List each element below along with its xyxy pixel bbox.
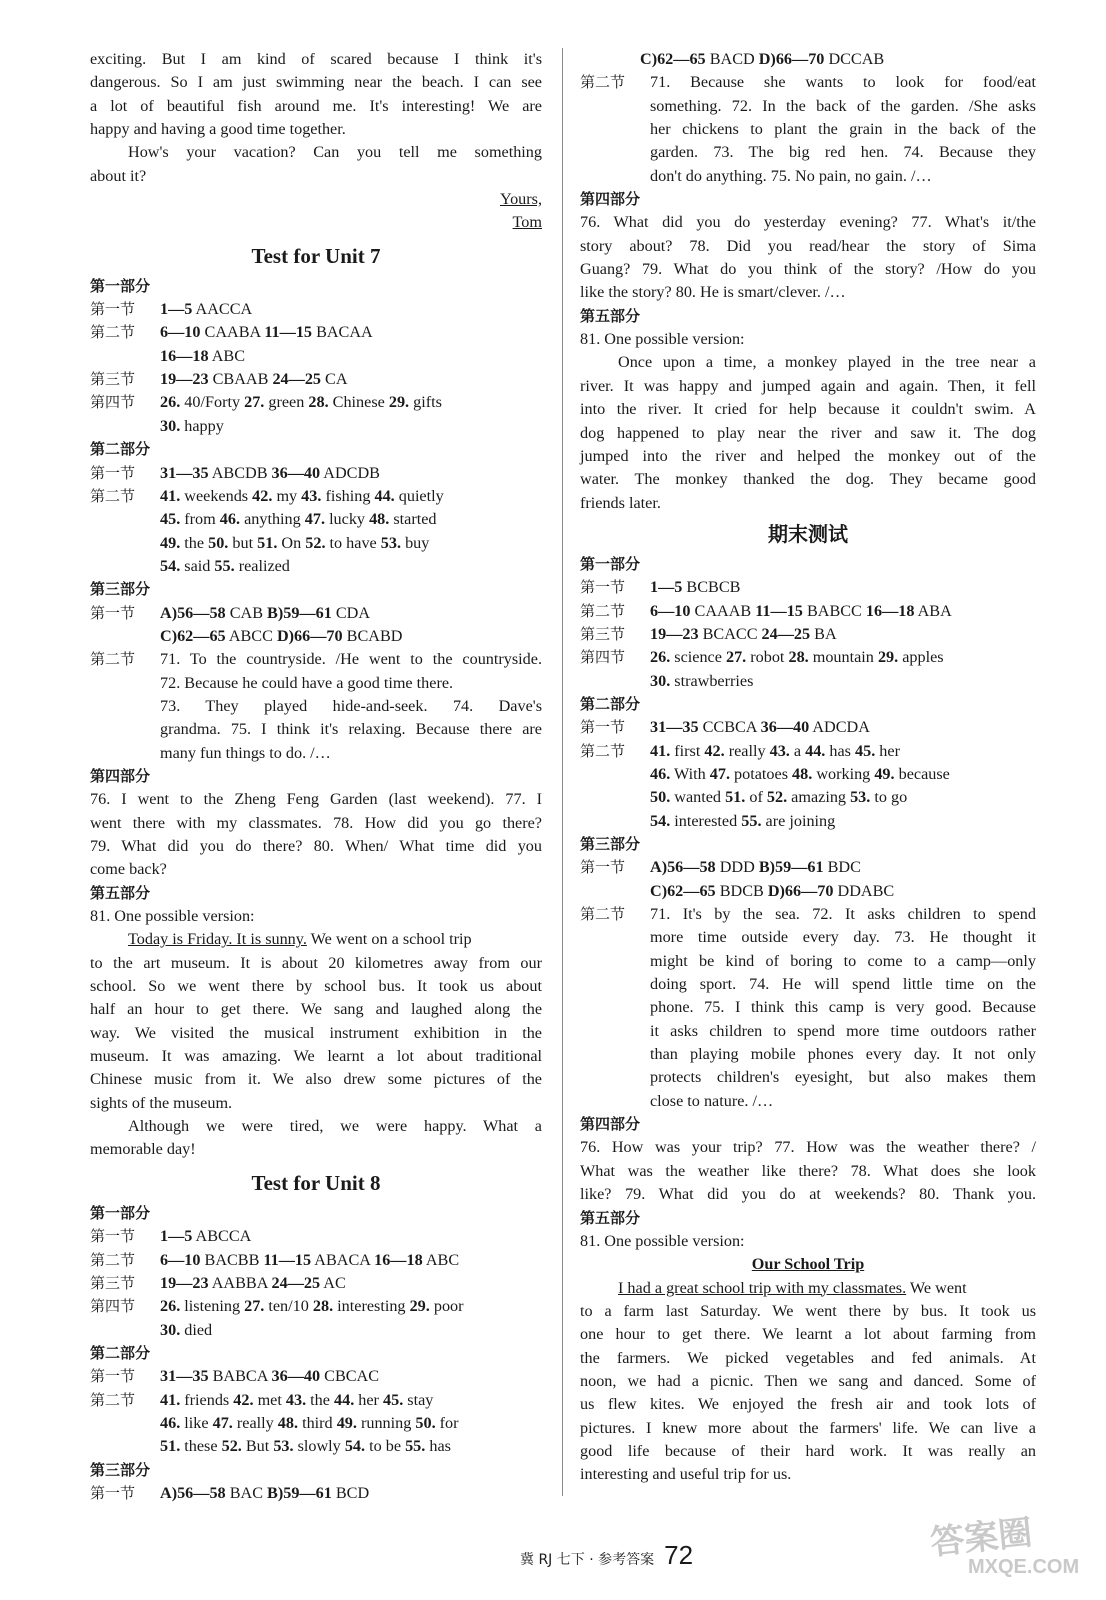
part-heading: 第二部分 [90, 1343, 151, 1362]
answer-row: 第二节 71. Because she wants to look for food/eat [580, 71, 1036, 94]
essay-line: the farmers. We picked vegetables and fed animals. At [580, 1348, 1036, 1367]
subsection-label: 第二节 [90, 1390, 136, 1409]
subsection-label: 第四节 [90, 393, 136, 412]
part-heading: 第一部分 [90, 276, 151, 295]
answer-row: 49. the 50. but 51. On 52. to have 53. buy [160, 533, 430, 552]
part-heading: 第五部分 [580, 306, 641, 325]
answer-row: 第二节 41. first 42. really 43. a 44. has 45. her [580, 740, 1036, 763]
essay-line: sights of the museum. [90, 1093, 233, 1112]
answer-row: 第二节 6—10 CAAAB 11—15 BABCC 16—18 ABA [580, 600, 1036, 623]
answer-row: 第二节 71. It's by the sea. 72. It asks children to spend [580, 903, 1036, 926]
subsection-label: 第二节 [90, 486, 136, 505]
subsection-label: 第二节 [90, 1250, 136, 1269]
essay-line: pictures. I knew more about the farmers' life. We can live a [580, 1418, 1036, 1437]
answer-row: 第三节 19—23 CBAAB 24—25 CA [90, 368, 542, 391]
answer-row: 第二节 41. friends 42. met 43. the 44. her 45. stay [90, 1389, 542, 1412]
part-heading: 第五部分 [90, 883, 151, 902]
subsection-label: 第四节 [90, 1297, 136, 1316]
text-line: happy and having a good time together. [90, 120, 346, 139]
subsection-label: 第一节 [90, 1367, 136, 1386]
text-line: 73. They played hide-and-seek. 74. Dave's [160, 696, 542, 715]
page-number: 72 [664, 1540, 694, 1570]
essay-line: Chinese music from it. We also drew some pictures of the [90, 1070, 542, 1089]
subsection-label: 第二节 [580, 741, 626, 760]
essay-line: Although we were tired, we were happy. What a [128, 1117, 542, 1136]
subsection-label: 第三节 [580, 624, 626, 643]
subsection-label: 第一节 [90, 300, 136, 319]
answer-row: 45. from 46. anything 47. lucky 48. started [160, 510, 437, 529]
footer-label: 冀 RJ 七下 · 参考答案 [520, 1552, 655, 1568]
essay-line: school. So we went there by school bus. It took us about [90, 977, 542, 996]
answer-row: 第一节 A)56—58 DDD B)59—61 BDC [580, 856, 1036, 879]
section-title-unit8: Test for Unit 8 [251, 1170, 381, 1195]
text-line: 81. One possible version: [90, 907, 255, 926]
text-line: like? 79. What did you do at weekends? 80. Thank you. [580, 1185, 1036, 1204]
essay-line: good life because of their hard work. It was really an [580, 1441, 1036, 1460]
answer-row: 54. said 55. realized [160, 556, 290, 575]
text-line: 81. One possible version: [580, 330, 745, 349]
essay-line: friends later. [580, 493, 661, 512]
essay-line: museum. It was amazing. We learnt a lot about traditional [90, 1047, 542, 1066]
part-heading: 第一部分 [90, 1203, 151, 1222]
answer-row: 第二节 71. To the countryside. /He went to the countryside. [90, 648, 542, 671]
text-line: it asks children to spend more time outdoors rather [650, 1021, 1036, 1040]
answer-row: 30. died [160, 1320, 213, 1339]
text-line: 72. Because he could have a good time there. [160, 673, 454, 692]
subsection-label: 第二节 [580, 73, 626, 92]
answer-row: 46. With 47. potatoes 48. working 49. because [650, 764, 950, 783]
text-line: her chickens to plant the grain in the back of the [650, 120, 1036, 139]
part-heading: 第四部分 [90, 766, 151, 785]
answer-row: 16—18 ABC [160, 346, 246, 365]
essay-line: noon, we had a picnic. Then we sang and danced. Some of [580, 1371, 1036, 1390]
text-line: went there with my classmates. 78. How did you go there? [90, 813, 542, 832]
text-line: 76. What did you do yesterday evening? 77. What's it/the [580, 213, 1036, 232]
answer-row: 第二节 41. weekends 42. my 43. fishing 44. quietly [90, 485, 542, 508]
answer-row: 第三节 19—23 BCACC 24—25 BA [580, 623, 1036, 646]
text-line: don't do anything. 75. No pain, no gain. /… [650, 166, 932, 185]
section-title-final-test: 期末测试 [768, 521, 848, 546]
text-line: 76. How was your trip? 77. How was the weather there? / [580, 1138, 1036, 1157]
essay-line: one hour to get there. We learnt a lot about farming from [580, 1325, 1036, 1344]
essay-line: us flew kites. We enjoyed the fresh air and took lots of [580, 1395, 1036, 1414]
essay-line: interesting and useful trip for us. [580, 1465, 792, 1484]
letter-closing: Yours, [500, 190, 542, 209]
subsection-label: 第一节 [90, 1483, 136, 1502]
subsection-label: 第二节 [90, 323, 136, 342]
answer-row: 54. interested 55. are joining [650, 811, 836, 830]
part-heading: 第三部分 [90, 1460, 151, 1479]
subsection-label: 第一节 [580, 578, 626, 597]
answer-row: 50. wanted 51. of 52. amazing 53. to go [650, 788, 908, 807]
text-line: doing sport. 74. He will spend little time on the [650, 975, 1036, 994]
answer-row: 第一节 1—5 AACCA [90, 298, 542, 321]
section-title-unit7: Test for Unit 7 [251, 243, 381, 268]
subsection-label: 第三节 [90, 1273, 136, 1292]
text-line: protects children's eyesight, but also makes them [650, 1068, 1036, 1087]
essay-line: Once upon a time, a monkey played in the tree near a [618, 353, 1036, 372]
text-line: 81. One possible version: [580, 1231, 745, 1250]
part-heading: 第四部分 [580, 1115, 641, 1134]
essay-line: dog happened to play near the river and saw it. The dog [580, 423, 1036, 442]
subsection-label: 第一节 [90, 463, 136, 482]
essay-line: to a farm last Saturday. We went there by bus. It took us [580, 1301, 1036, 1320]
text-line: might be kind of boring to come to a camp—only [650, 951, 1036, 970]
answer-row: 30. strawberries [650, 671, 754, 690]
answer-row: C)62—65 BACD D)66—70 DCCAB [640, 50, 885, 68]
text-line: grandma. 75. I think it's relaxing. Because there are [160, 720, 542, 739]
part-heading: 第二部分 [580, 694, 641, 713]
subsection-label: 第一节 [90, 603, 136, 622]
answer-row: 46. like 47. really 48. third 49. running 50. for [160, 1413, 459, 1432]
text-line: close to nature. /… [650, 1091, 774, 1110]
subsection-label: 第一节 [90, 1227, 136, 1246]
watermark-url: MXQE.COM [968, 1556, 1080, 1578]
answer-row: 第二节 6—10 CAABA 11—15 BACAA [90, 321, 542, 344]
subsection-label: 第二节 [580, 601, 626, 620]
text-line: phone. 75. I think this camp is very good. Because [650, 998, 1036, 1017]
answer-row: 第一节 1—5 ABCCA [90, 1225, 542, 1248]
text-line: 76. I went to the Zheng Feng Garden (last weekend). 77. I [90, 790, 542, 809]
answer-row: 第一节 1—5 BCBCB [580, 576, 1036, 599]
subsection-label: 第一节 [580, 858, 626, 877]
text-line: like the story? 80. He is smart/clever. /… [580, 283, 846, 302]
text-line: more time outside every day. 73. He thought it [650, 928, 1036, 947]
page-footer [520, 1540, 693, 1571]
text-line: What was the weather like there? 78. What does she look [580, 1161, 1036, 1180]
part-heading: 第三部分 [90, 580, 151, 599]
text-line: about it? [90, 166, 147, 185]
essay-line: jumped into the river and helped the monkey out of the [580, 446, 1036, 465]
answer-row: 第四节 26. listening 27. ten/10 28. interesting 29. poor [90, 1295, 542, 1318]
answer-row: 30. happy [160, 416, 224, 435]
column-divider [562, 48, 563, 1496]
text-line: come back? [90, 860, 167, 879]
text-line: garden. 73. The big red hen. 74. Because they [650, 143, 1036, 162]
subsection-label: 第三节 [90, 370, 136, 389]
essay-line: way. We visited the musical instrument exhibition in the [90, 1023, 542, 1042]
text-line: something. 72. In the back of the garden. /She asks [650, 96, 1036, 115]
answer-row: 第一节 31—35 ABCDB 36—40 ADCDB [90, 462, 542, 485]
answer-row: C)62—65 ABCC D)66—70 BCABD [160, 626, 403, 645]
essay-title: Our School Trip [751, 1255, 865, 1274]
answer-row: 第四节 26. science 27. robot 28. mountain 29. apples [580, 646, 1036, 669]
answer-row: 第四节 26. 40/Forty 27. green 28. Chinese 29. gifts [90, 391, 542, 414]
text-line: 79. What did you do there? 80. When/ What time did you [90, 837, 542, 855]
answer-row: 第二节 6—10 BACBB 11—15 ABACA 16—18 ABC [90, 1249, 542, 1272]
answer-row: 第一节 A)56—58 CAB B)59—61 CDA [90, 602, 542, 625]
essay-line: half an hour to get there. We sang and laughed along the [90, 1000, 542, 1019]
text-line: dangerous. So I am just swimming near the beach. I can see [90, 73, 542, 92]
answer-row: 第三节 19—23 AABBA 24—25 AC [90, 1272, 542, 1295]
essay-line: into the river. It cried for help because it couldn't swim. A [580, 400, 1036, 419]
essay-line: I had a great school trip with my classmates. We went [618, 1278, 967, 1297]
subsection-label: 第四节 [580, 648, 626, 667]
part-heading: 第五部分 [580, 1208, 641, 1227]
essay-line: Today is Friday. It is sunny. We went on a school trip [128, 930, 472, 949]
answer-row: 第一节 31—35 BABCA 36—40 CBCAC [90, 1365, 542, 1388]
part-heading: 第三部分 [580, 835, 641, 853]
text-line: a lot of beautiful fish around me. It's interesting! We are [90, 96, 542, 115]
letter-signature: Tom [512, 213, 542, 232]
part-heading: 第一部分 [580, 554, 641, 573]
answer-row: 51. these 52. But 53. slowly 54. to be 55. has [160, 1437, 451, 1456]
part-heading: 第四部分 [580, 190, 641, 209]
subsection-label: 第二节 [90, 650, 136, 669]
essay-line: water. The monkey thanked the dog. They became good [580, 470, 1036, 489]
text-line: many fun things to do. /… [160, 743, 331, 762]
text-line: How's your vacation? Can you tell me something [128, 143, 542, 162]
answer-row: 第一节 A)56—58 BAC B)59—61 BCD [90, 1482, 542, 1505]
essay-line: memorable day! [90, 1140, 196, 1159]
essay-line: to the art museum. It is about 20 kilometres away from our [90, 953, 542, 972]
answer-row: C)62—65 BDCB D)66—70 DDABC [650, 881, 895, 900]
watermark-logo: 答案圈 [928, 1513, 1035, 1563]
text-line: Guang? 79. What do you think of the story? /How do you [580, 260, 1036, 279]
subsection-label: 第一节 [580, 718, 626, 737]
answer-row: 第一节 31—35 CCBCA 36—40 ADCDA [580, 716, 1036, 739]
right-column [580, 48, 1036, 1487]
part-heading: 第二部分 [90, 440, 151, 459]
text-line: exciting. But I am kind of scared because I think it's [90, 50, 542, 68]
subsection-label: 第二节 [580, 905, 626, 924]
left-column [90, 48, 542, 1505]
text-line: story about? 78. Did you read/hear the story of Sima [580, 236, 1036, 255]
essay-line: river. It was happy and jumped again and again. Then, it fell [580, 376, 1036, 395]
text-line: than playing mobile phones every day. It not only [650, 1045, 1036, 1064]
